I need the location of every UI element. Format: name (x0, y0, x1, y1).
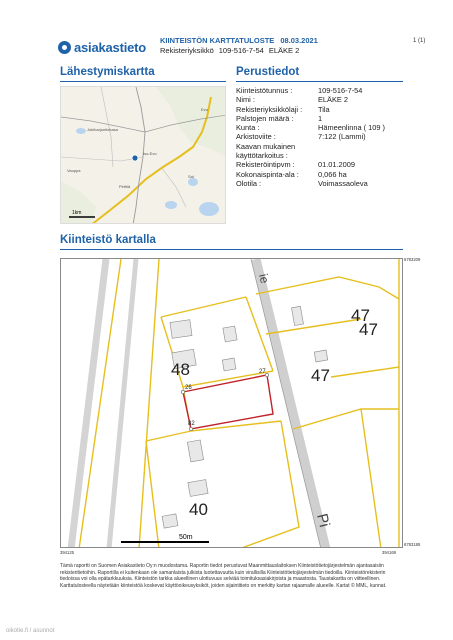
info-label: Kunta : (236, 123, 260, 133)
locator-heading-rule (60, 81, 226, 82)
logo-text: asiakastieto (74, 40, 147, 55)
parcel-number-47: 47 (311, 366, 330, 385)
info-row (236, 105, 426, 114)
info-value: 01.01.2009 (318, 160, 355, 170)
locator-heading: Lähestymiskartta (60, 66, 155, 78)
subtitle-label: Rekisteriyksikkö (160, 46, 214, 55)
page-number: 1 (1) (413, 38, 426, 44)
place-label: Sal (188, 174, 194, 179)
lake-shape (188, 178, 198, 186)
info-value: Tila (318, 104, 330, 114)
info-value (318, 142, 426, 151)
map-scale-label: 50m (179, 534, 193, 541)
info-row (236, 160, 426, 169)
document-date: 08.03.2021 (280, 36, 318, 45)
info-value: ELÄKE 2 (318, 95, 348, 105)
info-label: Kiinteistötunnus : (236, 86, 293, 95)
footer-disclaimer: Tämä raportti on Suomen Asiakastieto Oy:n muodostama. Raportin tiedot perustuvat Maanmittauslaitoksen Kiinteistötietojärjestelmän ajantasaisiin rekisteritietoihin. Raportilla ei kuitenkaan ole samanlaista julkista luotettavuutta kuin virallisilla Kiinteistötietojärjestelmän tiedoilla. Kiinteistörekisterin tiedoissa voi olla epätarkkuuksia. Kiinteistön tarkka alueellinen ulottuvuus selviää toimituksasiakirjoista ja maastosta. Taustakartta on viitteellinen. Karttatulosteella näytetään kiinteistöä koskevat käyttöoikeusyksiköt, joiden sijaintitieto on merkitty kartan rajaamalle alueelle. Kartat © MML, kunnat. (60, 563, 387, 589)
parcel-number-40: 40 (189, 500, 208, 519)
document-title-text: KIINTEISTÖN KARTTATULOSTE (160, 36, 275, 45)
lake-shape (76, 128, 86, 134)
info-label: Rekisteröintipvm : (236, 160, 295, 170)
info-value: 0,066 ha (318, 169, 347, 179)
boundary-length: 26 (185, 385, 192, 391)
road-label: Pi (313, 511, 333, 529)
info-value: Voimassaoleva (318, 178, 368, 188)
info-row (236, 132, 426, 141)
boundary-length: 27 (259, 369, 266, 375)
place-label: Vaoppa (67, 168, 81, 173)
locator-map (60, 86, 226, 224)
info-row (236, 170, 426, 179)
asiakastieto-logo (58, 40, 146, 55)
info-value: 1 (318, 113, 323, 123)
property-map-heading: Kiinteistö kartalla (60, 234, 156, 246)
basic-info-table (236, 86, 426, 188)
lake-shape (199, 202, 219, 216)
locator-map-svg (61, 87, 226, 224)
info-label: Arkistoviite : (236, 132, 276, 142)
coord-bottom-mid: 394169 (382, 550, 396, 555)
place-label: Pirttilä (119, 184, 131, 189)
info-label: Palstojen määrä : (236, 113, 294, 123)
info-row (236, 179, 426, 188)
property-map (60, 258, 403, 548)
coord-top-right: 6783209 (404, 257, 421, 262)
info-row (236, 151, 426, 160)
info-label: Nimi : (236, 95, 255, 105)
info-value (318, 151, 426, 160)
info-row (236, 86, 426, 95)
info-row (236, 95, 426, 104)
info-label: käyttötarkoitus : (236, 151, 288, 161)
info-value: 7:122 (Lammi) (318, 132, 366, 142)
info-label: Kaavan mukainen (236, 141, 296, 151)
place-label: Iso-Evo (143, 151, 157, 156)
document-subtitle (160, 46, 304, 55)
coord-bottom-left: 394125 (60, 550, 74, 555)
info-label: Olotila : (236, 178, 262, 188)
subtitle-id: 109-516-7-54 (218, 46, 264, 55)
parcel-number-48: 48 (171, 360, 190, 379)
location-marker-icon (132, 155, 138, 161)
locator-scale-label: 1km (72, 210, 82, 216)
road-label: ie (256, 272, 272, 285)
basic-info-heading: Perustiedot (236, 66, 300, 78)
property-map-heading-rule (60, 249, 403, 250)
info-label: Kokonaispinta-ala : (236, 169, 299, 179)
coord-bottom-right: 6783185 (404, 542, 421, 547)
document-title (160, 36, 324, 45)
info-label: Rekisteriyksikkölaji : (236, 104, 303, 114)
info-row (236, 142, 426, 151)
basic-info-heading-rule (236, 81, 403, 82)
parcel-number-47-a: 47 (351, 306, 370, 325)
place-label: Evo (201, 107, 208, 112)
place-label: Jokiharjuntiekasa (87, 127, 118, 132)
info-row (236, 114, 426, 123)
property-map-svg (61, 259, 403, 548)
info-value: Hämeenlinna ( 109 ) (318, 123, 385, 133)
boundary-length: 82 (188, 421, 195, 427)
subtitle-name: ELÄKE 2 (268, 46, 300, 55)
watermark: oikotie.fi / asunnot (6, 628, 55, 634)
info-row (236, 123, 426, 132)
info-value: 109-516-7-54 (318, 86, 363, 95)
parcel-number-47-b: 47 (359, 320, 378, 339)
logo-mark-icon (58, 41, 71, 54)
lake-shape (165, 201, 177, 209)
